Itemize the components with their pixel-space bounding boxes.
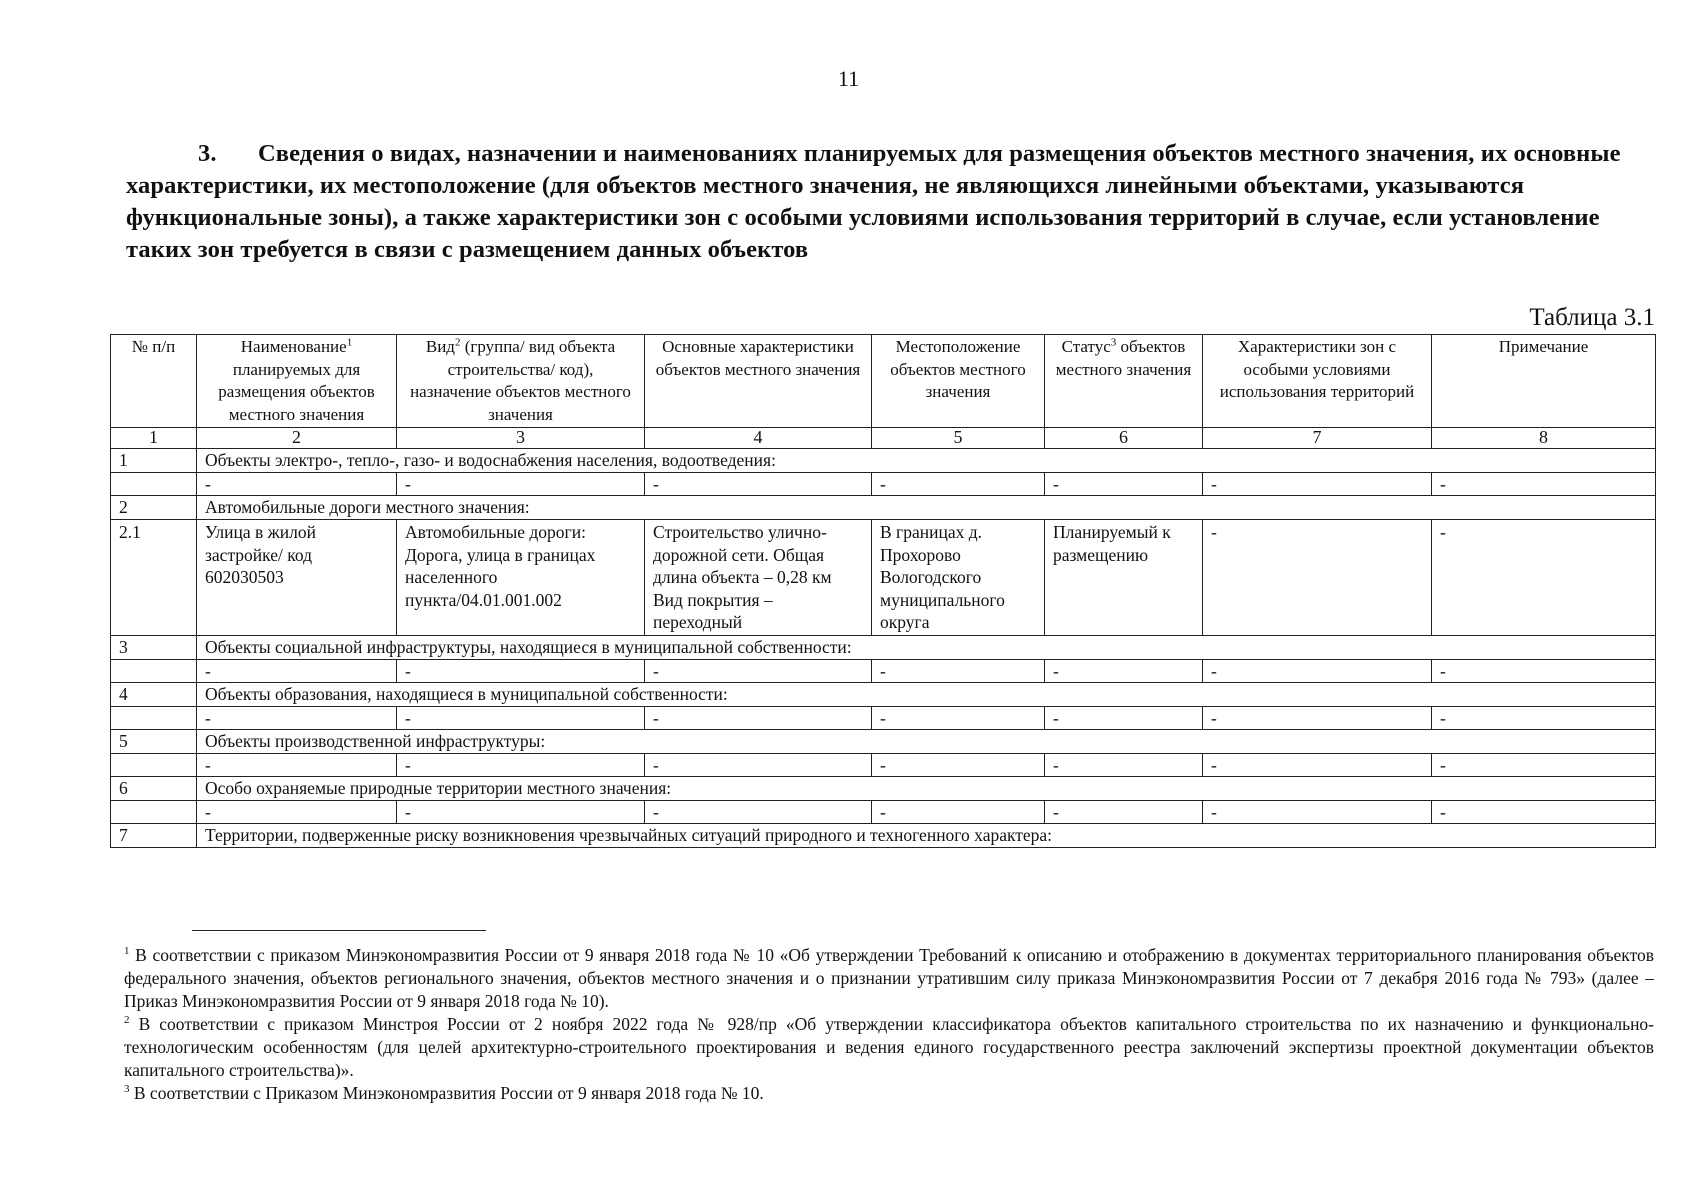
table-row xyxy=(111,706,1656,729)
group-number: 7 xyxy=(111,823,197,847)
column-index: 7 xyxy=(1203,428,1432,449)
table-cell: - xyxy=(397,800,645,823)
item-characteristics: Строительство улично-дорожной сети. Общая длина объекта – 0,28 км Вид покрытия – переходный xyxy=(645,520,872,636)
table-cell: - xyxy=(645,473,872,496)
item-type: Автомобильные дороги: Дорога, улица в границах населенного пункта/04.01.001.002 xyxy=(397,520,645,636)
header-row xyxy=(111,335,1656,428)
column-index: 5 xyxy=(872,428,1045,449)
group-row xyxy=(111,496,1656,520)
table-cell: - xyxy=(872,659,1045,682)
table-cell xyxy=(111,659,197,682)
group-title: Объекты социальной инфраструктуры, находящиеся в муниципальной собственности: xyxy=(197,635,1656,659)
group-row xyxy=(111,729,1656,753)
table-cell: - xyxy=(1203,473,1432,496)
group-title: Территории, подверженные риску возникновения чрезвычайных ситуаций природного и техногенного характера: xyxy=(197,823,1656,847)
item-status: Планируемый к размещению xyxy=(1045,520,1203,636)
footnote: $^3$ В соответствии с Приказом Минэкономразвития России от 9 января 2018 года № 10. xyxy=(124,1083,764,1103)
table-cell: - xyxy=(1203,753,1432,776)
column-index: 8 xyxy=(1432,428,1656,449)
table-row xyxy=(111,473,1656,496)
table-cell xyxy=(111,753,197,776)
column-index: 1 xyxy=(111,428,197,449)
group-number: 5 xyxy=(111,729,197,753)
group-title: Объекты производственной инфраструктуры: xyxy=(197,729,1656,753)
table-cell: - xyxy=(197,753,397,776)
table-row xyxy=(111,753,1656,776)
table-cell: - xyxy=(197,659,397,682)
table-cell: - xyxy=(1203,706,1432,729)
item-note: - xyxy=(1432,520,1656,636)
header-cell-characteristics: Основные характеристики объектов местного значения xyxy=(645,335,872,428)
table-cell: - xyxy=(1203,800,1432,823)
table-cell: - xyxy=(197,800,397,823)
table-cell: - xyxy=(1045,473,1203,496)
table-row xyxy=(111,800,1656,823)
group-row xyxy=(111,823,1656,847)
group-title: Объекты электро-, тепло-, газо- и водоснабжения населения, водоотведения: xyxy=(197,449,1656,473)
footnote-separator xyxy=(192,930,486,931)
header-cell-type: Вид$^2$ (группа/ вид объекта строительства/ код), назначение объектов местного значения xyxy=(397,335,645,428)
header-cell-number: № п/п xyxy=(111,335,197,428)
column-index-row xyxy=(111,428,1656,449)
header-cell-location: Местоположение объектов местного значения xyxy=(872,335,1045,428)
item-number: 2.1 xyxy=(111,520,197,636)
table-cell: - xyxy=(1432,800,1656,823)
table-cell: - xyxy=(872,753,1045,776)
column-index: 6 xyxy=(1045,428,1203,449)
header-cell-status: Статус$^3$ объектов местного значения xyxy=(1045,335,1203,428)
objects-table xyxy=(110,334,1656,848)
table-row xyxy=(111,520,1656,636)
footnote: $^1$ В соответствии с приказом Минэкономразвития России от 9 января 2018 года № 10 «Об утверждении Требований к описанию и отображению в документах территориального планирования объектов федерального значения, объектов регионального значения, объектов местного значения и о признании утратившим силу приказа Минэкономразвития России от 7 декабря 2016 года № 793» (далее – Приказ Минэкономразвития России от 9 января 2018 года № 10). xyxy=(124,945,1655,1011)
section-title: Сведения о видах, назначении и наименованиях планируемых для размещения объектов местного значения, их основные характеристики, их местоположение (для объектов местного значения, не являющихся линейными объектами, указываются функциональные зоны), а также характеристики зон с особыми условиями использования территорий в случае, если установление таких зон требуется в связи с размещением данных объектов xyxy=(126,140,1621,263)
header-cell-note: Примечание xyxy=(1432,335,1656,428)
table-cell: - xyxy=(872,706,1045,729)
section-number: 3. xyxy=(198,140,217,167)
table-cell xyxy=(111,800,197,823)
table-cell: - xyxy=(645,706,872,729)
group-number: 4 xyxy=(111,682,197,706)
table-cell: - xyxy=(1045,706,1203,729)
header-cell-zones: Характеристики зон с особыми условиями использования территорий xyxy=(1203,335,1432,428)
footnote: $^2$ В соответствии с приказом Минстроя России от 2 ноября 2022 года № 928/пр «Об утверждении классификатора объектов капитального строительства по их назначению и функционально-технологическим особенностям (для целей архитектурно-строительного проектирования и ведения единого государственного реестра заключений экспертизы проектной документации объектов капитального строительства)». xyxy=(124,1014,1655,1080)
footnotes xyxy=(124,944,1654,1105)
table-cell: - xyxy=(1432,706,1656,729)
group-row xyxy=(111,682,1656,706)
table-cell: - xyxy=(645,800,872,823)
column-index: 2 xyxy=(197,428,397,449)
group-row xyxy=(111,776,1656,800)
item-zones: - xyxy=(1203,520,1432,636)
table-cell: - xyxy=(1432,753,1656,776)
table-cell: - xyxy=(1045,800,1203,823)
table-cell: - xyxy=(1203,659,1432,682)
item-location: В границах д. Прохорово Вологодского муниципального округа xyxy=(872,520,1045,636)
group-number: 6 xyxy=(111,776,197,800)
table-cell: - xyxy=(197,473,397,496)
table-cell: - xyxy=(1045,753,1203,776)
table-cell: - xyxy=(1432,473,1656,496)
table-cell: - xyxy=(397,473,645,496)
page-number: 11 xyxy=(837,66,860,91)
group-row xyxy=(111,635,1656,659)
group-number: 2 xyxy=(111,496,197,520)
table-cell: - xyxy=(197,706,397,729)
table-caption: Таблица 3.1 xyxy=(1529,304,1655,331)
table-cell: - xyxy=(872,800,1045,823)
table-cell: - xyxy=(397,659,645,682)
table-cell: - xyxy=(645,659,872,682)
table-cell: - xyxy=(872,473,1045,496)
table-row xyxy=(111,659,1656,682)
group-title: Особо охраняемые природные территории местного значения: xyxy=(197,776,1656,800)
item-name: Улица в жилой застройке/ код 602030503 xyxy=(197,520,397,636)
column-index: 3 xyxy=(397,428,645,449)
table-cell: - xyxy=(397,706,645,729)
group-title: Автомобильные дороги местного значения: xyxy=(197,496,1656,520)
group-number: 1 xyxy=(111,449,197,473)
group-number: 3 xyxy=(111,635,197,659)
group-row xyxy=(111,449,1656,473)
column-index: 4 xyxy=(645,428,872,449)
section-heading xyxy=(126,138,1646,266)
table-cell xyxy=(111,706,197,729)
table-cell: - xyxy=(397,753,645,776)
table-cell: - xyxy=(645,753,872,776)
table-cell: - xyxy=(1432,659,1656,682)
group-title: Объекты образования, находящиеся в муниципальной собственности: xyxy=(197,682,1656,706)
table-cell xyxy=(111,473,197,496)
header-cell-name: Наименование$^1$ планируемых для размещения объектов местного значения xyxy=(197,335,397,428)
table-cell: - xyxy=(1045,659,1203,682)
